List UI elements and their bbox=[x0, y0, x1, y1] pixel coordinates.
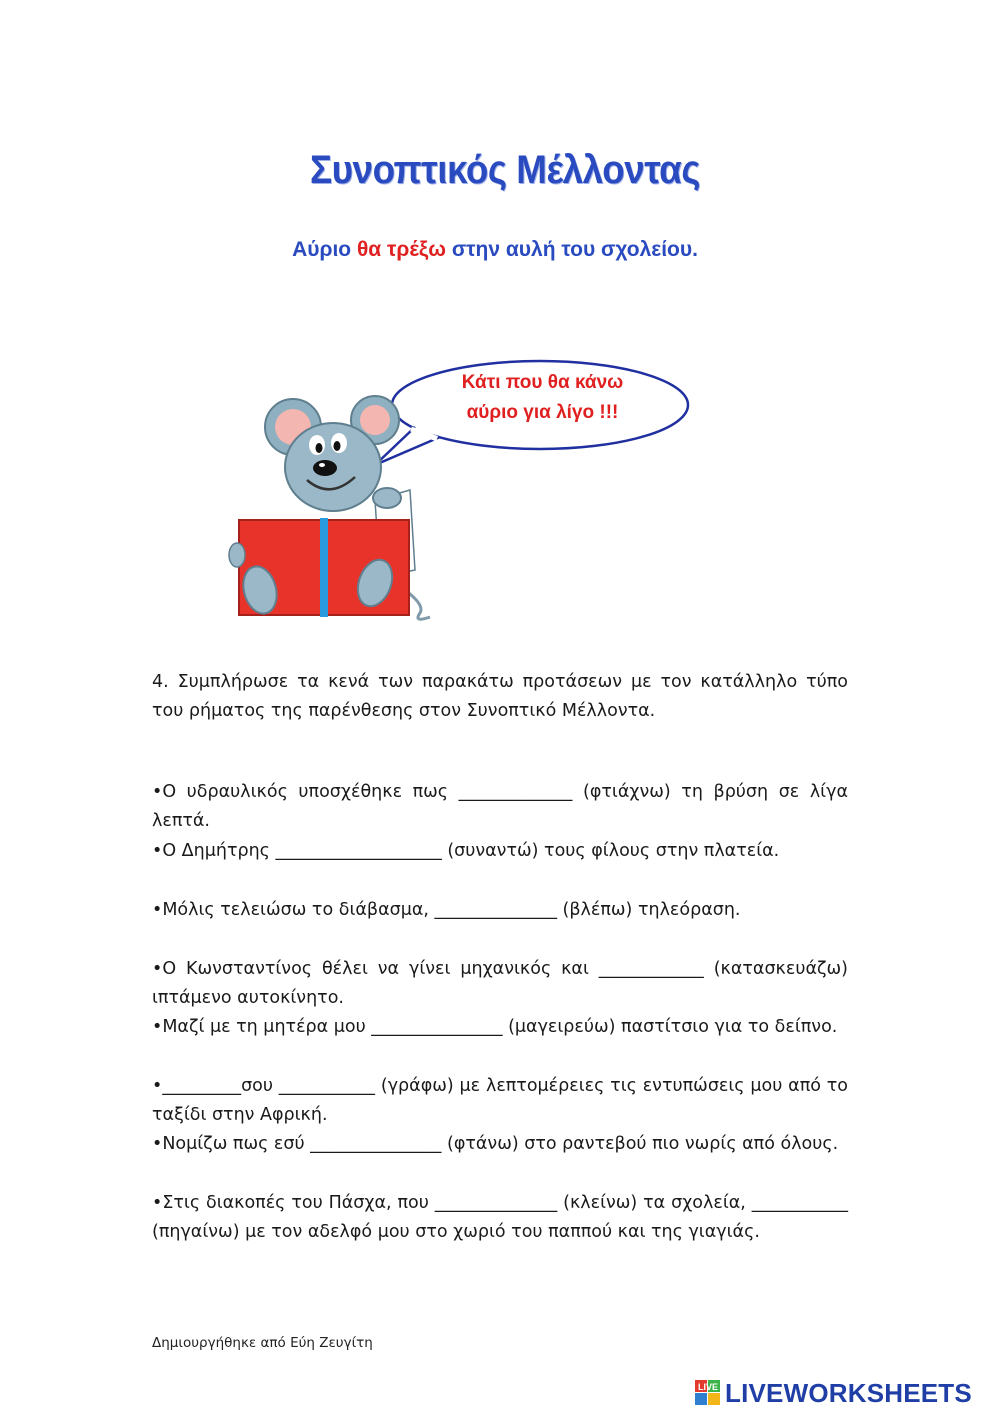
exercise-item-3[interactable]: •Μόλις τελειώσω το διάβασμα, ______________ (βλέπω) τηλεόραση. bbox=[152, 900, 741, 920]
exercise-item-1[interactable]: •Ο υδραυλικός υποσχέθηκε πως _____________ (φτιάχνω) τη βρύση σε λίγα λεπτά. bbox=[152, 782, 848, 831]
exercise-instruction: 4. Συμπλήρωσε τα κενά των παρακάτω προτάσεων με τον κατάλληλο τύπο του ρήματος της παρένθεσης στον Συνοπτικό Μέλλοντα. bbox=[152, 672, 848, 721]
example-sentence-start: Αύριο bbox=[292, 238, 357, 261]
speech-bubble-line-2: αύριο για λίγο !!! bbox=[466, 402, 619, 423]
liveworksheets-logo[interactable] bbox=[695, 1378, 972, 1408]
exercise-item-8[interactable]: •Στις διακοπές του Πάσχα, που ______________ (κλείνω) τα σχολεία, ___________ (πηγαίνω) με τον αδελφό μου στο χωριό του παππού και της γιαγιάς. bbox=[152, 1193, 848, 1242]
exercise-item-5[interactable]: •Μαζί με τη μητέρα μου _______________ (μαγειρεύω) παστίτσιο για το δείπνο. bbox=[152, 1017, 838, 1037]
worksheet-title: Συνοπτικός Μέλλοντας bbox=[309, 148, 701, 192]
logo-mark-text: LIVE bbox=[698, 1382, 719, 1392]
mouse-head bbox=[285, 423, 381, 511]
speech-bubble-text bbox=[405, 368, 680, 428]
liveworksheets-logo-icon bbox=[695, 1380, 721, 1406]
exercise-item-7[interactable]: •Νομίζω πως εσύ _______________ (φτάνω) στο ραντεβού πιο νωρίς από όλους. bbox=[152, 1134, 839, 1154]
exercise-item-6[interactable]: •_________σου ___________ (γράφω) με λεπτομέρειες τις εντυπώσεις μου από το ταξίδι στην Αφρική. bbox=[152, 1076, 848, 1125]
example-sentence bbox=[0, 238, 990, 262]
example-sentence-end: στην αυλή του σχολείου. bbox=[445, 238, 698, 261]
exercise-item-2[interactable]: •Ο Δημήτρης ___________________ (συναντώ) τους φίλους στην πλατεία. bbox=[152, 841, 780, 861]
example-verb: θα τρέξω bbox=[356, 238, 446, 261]
speech-bubble-line-1: Κάτι που θα κάνω bbox=[461, 372, 624, 393]
liveworksheets-logo-text: LIVEWORKSHEETS bbox=[725, 1377, 972, 1408]
author-credit: Δημιουργήθηκε από Εύη Ζευγίτη bbox=[152, 1335, 373, 1351]
exercise-item-4[interactable]: •Ο Κωνσταντίνος θέλει να γίνει μηχανικός και ____________ (κατασκευάζω) ιπτάμενο αυτοκίνητο. bbox=[152, 959, 848, 1008]
